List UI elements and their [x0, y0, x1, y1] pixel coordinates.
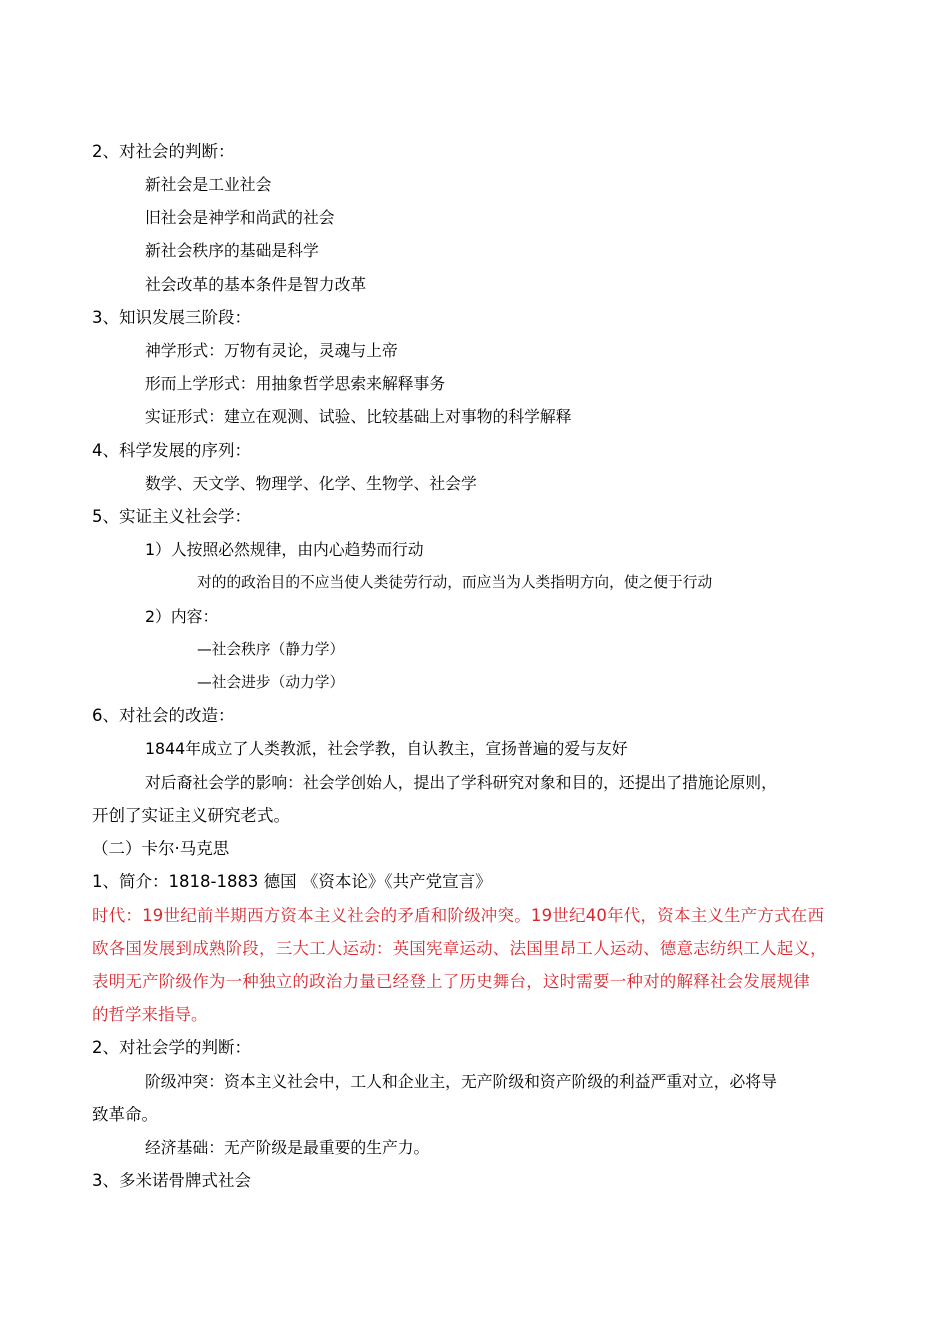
- heading-society-judgment: 2、对社会的判断：: [92, 142, 235, 161]
- text-line: 致革命。: [92, 1105, 158, 1124]
- heading-knowledge-stages: 3、知识发展三阶段：: [92, 308, 251, 327]
- text-line: 社会改革的基本条件是智力改革: [145, 275, 367, 294]
- text-line: 阶级冲突：资本主义社会中，工人和企业主，无产阶级和资产阶级的利益严重对立，必将导: [145, 1072, 777, 1091]
- text-line: 新社会是工业社会: [145, 175, 272, 194]
- highlight-text-line: 表明无产阶级作为一种独立的政治力量已经登上了历史舞台，这时需要一种对的解释社会发展规律: [92, 972, 811, 991]
- text-line: 旧社会是神学和尚武的社会: [145, 208, 335, 227]
- highlight-text-line: 的哲学来指导。: [92, 1005, 208, 1024]
- text-line: 神学形式：万物有灵论，灵魂与上帝: [145, 341, 398, 360]
- section-heading-marx: （二）卡尔·马克思: [92, 839, 230, 858]
- text-line: 2）内容：: [145, 607, 219, 626]
- text-line: 形而上学形式：用抽象哲学思索来解释事务: [145, 374, 446, 393]
- text-line: 1）人按照必然规律，由内心趋势而行动: [145, 540, 424, 559]
- heading-social-reform: 6、对社会的改造：: [92, 706, 235, 725]
- text-line: 实证形式：建立在观测、试验、比较基础上对事物的科学解释: [145, 407, 572, 426]
- heading-intro: 1、简介：1818-1883 德国 《资本论》《共产党宣言》: [92, 872, 492, 891]
- text-line: 数学、天文学、物理学、化学、生物学、社会学: [145, 474, 477, 493]
- text-line: 经济基础：无产阶级是最重要的生产力。: [145, 1138, 430, 1157]
- text-line: 对的的政治目的不应当使人类徒劳行动，而应当为人类指明方向，使之便于行动: [197, 574, 713, 591]
- text-line: 开创了实证主义研究老式。: [92, 806, 290, 825]
- text-line: 新社会秩序的基础是科学: [145, 241, 319, 260]
- highlight-text-line: 时代：19世纪前半期西方资本主义社会的矛盾和阶级冲突。19世纪40年代，资本主义生产方式在西: [92, 906, 825, 925]
- heading-science-sequence: 4、科学发展的序列：: [92, 441, 251, 460]
- text-line: 1844年成立了人类教派，社会学教，自认教主，宣扬普遍的爱与友好: [145, 739, 628, 758]
- text-line: —社会进步（动力学）: [197, 674, 345, 691]
- heading-sociology-judgment: 2、对社会学的判断：: [92, 1038, 251, 1057]
- text-line: 对后裔社会学的影响：社会学创始人，提出了学科研究对象和目的，还提出了措施论原则，: [145, 773, 777, 792]
- highlight-text-line: 欧各国发展到成熟阶段，三大工人运动：英国宪章运动、法国里昂工人运动、德意志纺织工人起义，: [92, 939, 827, 958]
- heading-domino-society: 3、多米诺骨牌式社会: [92, 1171, 251, 1190]
- heading-positivism: 5、实证主义社会学：: [92, 507, 251, 526]
- text-line: —社会秩序（静力学）: [197, 641, 345, 658]
